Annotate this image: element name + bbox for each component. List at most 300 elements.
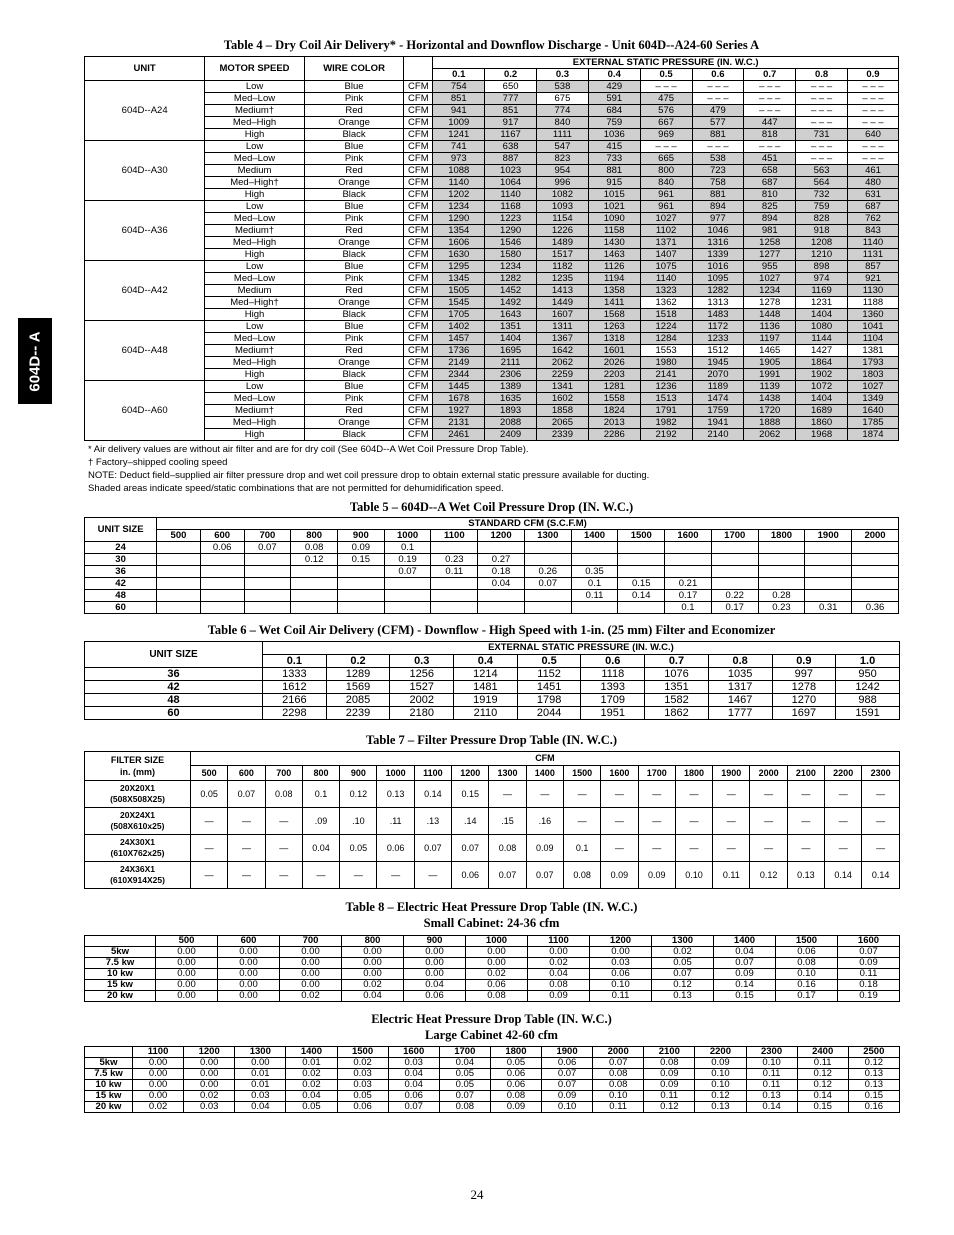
filter-size-cell <box>85 835 191 862</box>
airflow-value-cell: 1362 <box>640 297 692 309</box>
pressure-drop-cell <box>805 554 852 566</box>
table-row <box>85 958 900 969</box>
pressure-drop-cell: 0.00 <box>156 980 218 991</box>
table-row <box>85 333 899 345</box>
airflow-value-cell: 961 <box>640 201 692 213</box>
pressure-drop-cell: 0.10 <box>675 862 712 889</box>
kw-corner-header <box>85 936 156 947</box>
pressure-drop-cell <box>157 554 201 566</box>
pressure-drop-cell <box>571 554 618 566</box>
table-row <box>85 201 899 213</box>
airflow-value-cell: 1640 <box>847 405 898 417</box>
motor-speed-cell: High <box>205 369 305 381</box>
pressure-drop-cell: 0.00 <box>404 969 466 980</box>
airflow-value-cell: 675 <box>537 93 589 105</box>
pressure-drop-cell: 0.12 <box>797 1069 848 1080</box>
airflow-value-cell: 2131 <box>433 417 485 429</box>
airflow-value-cell: 1612 <box>263 681 327 694</box>
airflow-value-cell: 1874 <box>847 429 898 441</box>
airflow-value-cell: 1093 <box>537 201 589 213</box>
airflow-value-cell: 941 <box>433 105 485 117</box>
airflow-value-cell: 1295 <box>433 261 485 273</box>
table-row <box>85 249 899 261</box>
airflow-value-cell: 969 <box>640 129 692 141</box>
airflow-value-cell: 1035 <box>708 668 772 681</box>
pressure-drop-cell: 0.07 <box>526 862 563 889</box>
pressure-drop-cell <box>157 542 201 554</box>
airflow-value-cell: 2149 <box>433 357 485 369</box>
pressure-drop-cell: 0.03 <box>337 1080 388 1091</box>
heater-kw-cell: 5kw <box>85 1058 133 1069</box>
pressure-drop-cell: 0.02 <box>652 947 714 958</box>
pressure-drop-cell: 0.1 <box>571 578 618 590</box>
pressure-drop-cell: — <box>563 781 600 808</box>
pressure-drop-cell: 0.15 <box>452 781 489 808</box>
pressure-drop-cell: 0.00 <box>156 991 218 1002</box>
airflow-value-cell: – – – <box>847 93 898 105</box>
pressure-drop-cell <box>291 602 338 614</box>
pressure-drop-cell: 0.13 <box>377 781 414 808</box>
airflow-value-cell: 857 <box>847 261 898 273</box>
airflow-value-cell: 2286 <box>588 429 640 441</box>
motor-speed-cell: Low <box>205 201 305 213</box>
table-row <box>85 309 899 321</box>
table-row <box>85 117 899 129</box>
pressure-drop-cell: 0.14 <box>746 1102 797 1113</box>
airflow-value-cell: 1371 <box>640 237 692 249</box>
cfm-label-cell: CFM <box>404 177 433 189</box>
pressure-drop-cell <box>384 578 431 590</box>
airflow-value-cell: 881 <box>588 165 640 177</box>
heater-kw-cell: 10 kw <box>85 1080 133 1091</box>
motor-speed-cell: Med–High <box>205 237 305 249</box>
pressure-drop-cell <box>337 578 384 590</box>
airflow-value-cell: 1427 <box>796 345 848 357</box>
airflow-value-cell: 1333 <box>263 668 327 681</box>
airflow-value-cell: 851 <box>433 93 485 105</box>
pressure-drop-cell <box>852 542 899 554</box>
pressure-drop-cell: 0.00 <box>156 958 218 969</box>
pressure-drop-cell: 0.03 <box>235 1091 286 1102</box>
motor-speed-cell: High <box>205 189 305 201</box>
cfm-header: 1500 <box>337 1047 388 1058</box>
pressure-drop-cell: 0.07 <box>244 542 291 554</box>
airflow-value-cell: 658 <box>744 165 796 177</box>
airflow-value-cell: 1527 <box>390 681 454 694</box>
pressure-drop-cell: 0.02 <box>286 1069 337 1080</box>
airflow-value-cell: 1413 <box>537 285 589 297</box>
pressure-drop-cell: 0.05 <box>652 958 714 969</box>
pressure-drop-cell: 0.07 <box>452 835 489 862</box>
pressure-drop-cell <box>157 578 201 590</box>
pressure-drop-cell: 0.00 <box>133 1058 184 1069</box>
pressure-drop-cell: — <box>340 862 377 889</box>
airflow-value-cell: 1824 <box>588 405 640 417</box>
pressure-drop-cell: 0.00 <box>528 947 590 958</box>
cfm-header: 600 <box>200 530 244 542</box>
airflow-value-cell: 1088 <box>433 165 485 177</box>
pressure-drop-cell: 0.00 <box>466 958 528 969</box>
unit-cell: 604D--A24 <box>85 81 205 141</box>
airflow-value-cell: 1036 <box>588 129 640 141</box>
airflow-value-cell: 1015 <box>588 189 640 201</box>
airflow-value-cell: 723 <box>692 165 744 177</box>
table-row <box>85 578 899 590</box>
airflow-value-cell: 1457 <box>433 333 485 345</box>
airflow-value-cell: – – – <box>692 93 744 105</box>
pressure-drop-cell: 0.03 <box>337 1069 388 1080</box>
cfm-label-cell: CFM <box>404 393 433 405</box>
airflow-value-cell: 1697 <box>772 707 836 720</box>
pressure-drop-cell: 0.04 <box>388 1080 439 1091</box>
pressure-drop-cell: 0.11 <box>797 1058 848 1069</box>
pressure-drop-cell: .14 <box>452 808 489 835</box>
pressure-drop-cell <box>200 590 244 602</box>
table-row <box>85 357 899 369</box>
pressure-drop-cell: 0.11 <box>571 590 618 602</box>
pressure-drop-cell: 0.00 <box>280 969 342 980</box>
pressure-drop-cell: 0.17 <box>711 602 758 614</box>
airflow-value-cell: 1393 <box>581 681 645 694</box>
table-row <box>85 297 899 309</box>
cfm-header: 900 <box>340 766 377 781</box>
table-row <box>85 602 899 614</box>
motor-speed-header: MOTOR SPEED <box>205 57 305 81</box>
airflow-value-cell: 2013 <box>588 417 640 429</box>
airflow-value-cell: 1140 <box>485 189 537 201</box>
cfm-header: 2300 <box>746 1047 797 1058</box>
airflow-value-cell: 1354 <box>433 225 485 237</box>
table7-caption: Table 7 – Filter Pressure Drop Table (IN. W.C.) <box>365 733 618 747</box>
pressure-drop-cell: 0.00 <box>133 1069 184 1080</box>
cfm-header: 1300 <box>524 530 571 542</box>
airflow-value-cell: 1860 <box>796 417 848 429</box>
pressure-drop-cell: 0.09 <box>528 991 590 1002</box>
pressure-drop-cell: — <box>675 808 712 835</box>
motor-speed-cell: Med–High <box>205 117 305 129</box>
pressure-drop-cell <box>618 602 665 614</box>
pressure-drop-cell: 0.04 <box>388 1069 439 1080</box>
cfm-label-cell: CFM <box>404 369 433 381</box>
airflow-value-cell: 1023 <box>485 165 537 177</box>
cfm-header: 1500 <box>776 936 838 947</box>
pressure-drop-cell: 0.09 <box>644 1069 695 1080</box>
table-row <box>85 105 899 117</box>
table-row <box>85 213 899 225</box>
unit-size-header: UNIT SIZE <box>85 642 263 668</box>
filter-size-inches: 24X36X1 <box>120 864 155 874</box>
airflow-value-cell: 1214 <box>454 668 518 681</box>
pressure-drop-cell: 0.07 <box>384 566 431 578</box>
pressure-drop-cell: 0.09 <box>838 958 900 969</box>
motor-speed-cell: Medium† <box>205 225 305 237</box>
pressure-drop-cell: 0.06 <box>490 1069 541 1080</box>
cfm-header: 2400 <box>797 1047 848 1058</box>
airflow-value-cell: 1102 <box>640 225 692 237</box>
airflow-value-cell: 1224 <box>640 321 692 333</box>
airflow-value-cell: 1111 <box>537 129 589 141</box>
cfm-header: 500 <box>191 766 228 781</box>
pressure-drop-cell: 0.05 <box>340 835 377 862</box>
motor-speed-cell: Med–High† <box>205 297 305 309</box>
airflow-value-cell: 1451 <box>517 681 581 694</box>
airflow-value-cell: 1290 <box>433 213 485 225</box>
airflow-value-cell: 973 <box>433 153 485 165</box>
pressure-drop-cell: 0.09 <box>695 1058 746 1069</box>
pressure-drop-cell: — <box>638 808 675 835</box>
airflow-value-cell: 1080 <box>796 321 848 333</box>
airflow-value-cell: 1075 <box>640 261 692 273</box>
table-row <box>85 1102 900 1113</box>
airflow-value-cell: 731 <box>796 129 848 141</box>
airflow-value-cell: 1349 <box>847 393 898 405</box>
airflow-value-cell: 1467 <box>708 694 772 707</box>
pressure-drop-cell: 0.04 <box>404 980 466 991</box>
pressure-drop-cell: — <box>638 781 675 808</box>
table5-cfm-row <box>85 530 899 542</box>
esp-header: EXTERNAL STATIC PRESSURE (IN. W.C.) <box>263 642 900 655</box>
pressure-drop-cell: 0.04 <box>342 991 404 1002</box>
table-row <box>85 947 900 958</box>
cfm-header: 2200 <box>825 766 862 781</box>
airflow-value-cell: 2026 <box>588 357 640 369</box>
cfm-label-cell: CFM <box>404 405 433 417</box>
pressure-drop-cell: 0.00 <box>218 980 280 991</box>
airflow-value-cell: 1941 <box>692 417 744 429</box>
pressure-drop-cell: 0.06 <box>337 1102 388 1113</box>
pressure-header: 0.4 <box>454 655 518 668</box>
pressure-drop-cell: 0.17 <box>665 590 712 602</box>
airflow-value-cell: 1606 <box>433 237 485 249</box>
airflow-value-cell: 1009 <box>433 117 485 129</box>
pressure-drop-cell <box>852 566 899 578</box>
cfm-header: 1800 <box>675 766 712 781</box>
airflow-value-cell: 479 <box>692 105 744 117</box>
unit-size-cell: 24 <box>85 542 157 554</box>
pressure-header: 0.7 <box>645 655 709 668</box>
unit-size-cell: 60 <box>85 602 157 614</box>
filter-size-inches: 20X20X1 <box>120 783 155 793</box>
cfm-label-cell: CFM <box>404 321 433 333</box>
pressure-drop-cell <box>758 554 805 566</box>
cfm-header: 1300 <box>652 936 714 947</box>
pressure-drop-cell: 0.08 <box>466 991 528 1002</box>
table-row <box>85 707 900 720</box>
airflow-value-cell: – – – <box>847 117 898 129</box>
airflow-value-cell: 1241 <box>433 129 485 141</box>
table6-header-row <box>85 642 900 655</box>
pressure-drop-cell <box>711 566 758 578</box>
airflow-value-cell: 1282 <box>692 285 744 297</box>
pressure-drop-cell <box>244 590 291 602</box>
airflow-value-cell: 2298 <box>263 707 327 720</box>
pressure-drop-cell: 0.05 <box>439 1080 490 1091</box>
pressure-drop-cell: 0.00 <box>218 958 280 969</box>
airflow-value-cell: 2065 <box>537 417 589 429</box>
airflow-value-cell: 1945 <box>692 357 744 369</box>
table-row <box>85 285 899 297</box>
pressure-drop-cell: 0.11 <box>644 1091 695 1102</box>
cfm-header: 700 <box>244 530 291 542</box>
pressure-drop-cell: 0.12 <box>797 1080 848 1091</box>
airflow-value-cell: 881 <box>692 189 744 201</box>
wire-color-cell: Blue <box>304 321 404 333</box>
airflow-value-cell: 480 <box>847 177 898 189</box>
airflow-value-cell: 1277 <box>744 249 796 261</box>
airflow-value-cell: 1489 <box>537 237 589 249</box>
pressure-drop-cell: — <box>862 781 900 808</box>
filter-size-mm: (508X508X25) <box>110 794 165 804</box>
table-row <box>85 369 899 381</box>
airflow-value-cell: 667 <box>640 117 692 129</box>
cfm-header: 1700 <box>439 1047 490 1058</box>
cfm-label-cell: CFM <box>404 213 433 225</box>
airflow-value-cell: 665 <box>640 153 692 165</box>
airflow-value-cell: 887 <box>485 153 537 165</box>
pressure-drop-cell: 0.02 <box>528 958 590 969</box>
note-deduct: NOTE: Deduct field–supplied air filter pressure drop and wet coil pressure drop to obtain external static pressure available for ducting. <box>88 470 650 481</box>
pressure-drop-cell: — <box>675 781 712 808</box>
airflow-value-cell: 1076 <box>645 668 709 681</box>
motor-speed-cell: Med–High† <box>205 177 305 189</box>
filter-size-header <box>85 752 191 781</box>
pressure-drop-cell: 0.08 <box>489 835 526 862</box>
cfm-header: 800 <box>302 766 339 781</box>
airflow-value-cell: 2111 <box>485 357 537 369</box>
unit-size-cell: 42 <box>85 578 157 590</box>
motor-speed-cell: Med–High <box>205 357 305 369</box>
motor-speed-cell: Medium <box>205 285 305 297</box>
cfm-label-cell: CFM <box>404 357 433 369</box>
airflow-value-cell: 1182 <box>537 261 589 273</box>
airflow-value-cell: 2239 <box>326 707 390 720</box>
airflow-value-cell: 1270 <box>772 694 836 707</box>
airflow-value-cell: 1438 <box>744 393 796 405</box>
cfm-header: 2000 <box>750 766 787 781</box>
airflow-value-cell: 1888 <box>744 417 796 429</box>
pressure-drop-cell: 0.11 <box>746 1069 797 1080</box>
electric-heat-large-cabinet-table <box>84 1046 900 1113</box>
pressure-drop-cell: 0.11 <box>838 969 900 980</box>
motor-speed-cell: Low <box>205 261 305 273</box>
airflow-value-cell: 2339 <box>537 429 589 441</box>
airflow-value-cell: 974 <box>796 273 848 285</box>
wire-color-cell: Orange <box>304 237 404 249</box>
pressure-drop-cell <box>571 602 618 614</box>
airflow-value-cell: 732 <box>796 189 848 201</box>
pressure-drop-cell: 0.09 <box>638 862 675 889</box>
pressure-drop-cell: 0.12 <box>695 1091 746 1102</box>
pressure-drop-cell <box>852 554 899 566</box>
pressure-drop-cell: — <box>638 835 675 862</box>
pressure-header: 1.0 <box>836 655 900 668</box>
pressure-drop-cell <box>244 566 291 578</box>
pressure-drop-cell: — <box>825 835 862 862</box>
wire-color-cell: Blue <box>304 381 404 393</box>
airflow-value-cell: 988 <box>836 694 900 707</box>
table-row <box>85 835 900 862</box>
airflow-value-cell: – – – <box>796 105 848 117</box>
airflow-value-cell: 2070 <box>692 369 744 381</box>
airflow-value-cell: 894 <box>692 201 744 213</box>
airflow-value-cell: 851 <box>485 105 537 117</box>
airflow-value-cell: 759 <box>796 201 848 213</box>
airflow-value-cell: 1317 <box>708 681 772 694</box>
pressure-drop-cell: — <box>862 835 900 862</box>
airflow-value-cell: – – – <box>744 81 796 93</box>
pressure-drop-cell: 0.02 <box>133 1102 184 1113</box>
airflow-value-cell: 2002 <box>390 694 454 707</box>
airflow-value-cell: 1027 <box>640 213 692 225</box>
note-shaded: Shaded areas indicate speed/static combinations that are not permitted for dehumidification speed. <box>88 483 504 494</box>
pressure-drop-cell: 0.06 <box>776 947 838 958</box>
pressure-drop-cell: 0.23 <box>431 554 478 566</box>
airflow-value-cell: 1643 <box>485 309 537 321</box>
pressure-drop-cell: 0.03 <box>388 1058 439 1069</box>
pressure-drop-cell: 0.06 <box>404 991 466 1002</box>
pressure-drop-cell: 0.13 <box>652 991 714 1002</box>
filter-size-cell <box>85 808 191 835</box>
pressure-drop-cell: 0.07 <box>439 1091 490 1102</box>
pressure-drop-cell: 0.00 <box>218 991 280 1002</box>
pressure-drop-cell: 0.1 <box>563 835 600 862</box>
pressure-drop-cell: — <box>265 835 302 862</box>
airflow-value-cell: 1282 <box>485 273 537 285</box>
airflow-value-cell: – – – <box>796 81 848 93</box>
airflow-value-cell: 733 <box>588 153 640 165</box>
pressure-drop-cell: 0.15 <box>337 554 384 566</box>
pressure-drop-cell: .11 <box>377 808 414 835</box>
airflow-value-cell: 563 <box>796 165 848 177</box>
pressure-header: 0.9 <box>772 655 836 668</box>
table5-header-row <box>85 518 899 530</box>
airflow-value-cell: 1893 <box>485 405 537 417</box>
heater-kw-cell: 5kw <box>85 947 156 958</box>
airflow-value-cell: 825 <box>744 201 796 213</box>
pressure-drop-cell: — <box>862 808 900 835</box>
pressure-drop-cell <box>571 542 618 554</box>
pressure-drop-cell <box>157 602 201 614</box>
pressure-drop-cell: 0.07 <box>652 969 714 980</box>
table-row <box>85 129 899 141</box>
airflow-value-cell: 1785 <box>847 417 898 429</box>
pressure-drop-cell: 0.01 <box>235 1080 286 1091</box>
airflow-value-cell: – – – <box>744 93 796 105</box>
pressure-drop-cell: 0.00 <box>184 1069 235 1080</box>
pressure-drop-cell <box>200 578 244 590</box>
airflow-value-cell: 1720 <box>744 405 796 417</box>
pressure-drop-cell <box>618 566 665 578</box>
pressure-drop-cell <box>478 602 525 614</box>
unit-size-cell: 36 <box>85 668 263 681</box>
airflow-value-cell: 1167 <box>485 129 537 141</box>
unit-header: UNIT <box>85 57 205 81</box>
cfm-label-cell: CFM <box>404 105 433 117</box>
pressure-drop-cell: 0.06 <box>490 1080 541 1091</box>
pressure-drop-cell: 0.00 <box>590 947 652 958</box>
airflow-value-cell: 759 <box>588 117 640 129</box>
pressure-drop-cell: 0.14 <box>797 1091 848 1102</box>
pressure-drop-cell: 0.09 <box>601 862 638 889</box>
table-row <box>85 1091 900 1102</box>
airflow-value-cell: 1082 <box>537 189 589 201</box>
pressure-drop-cell: 0.08 <box>439 1102 490 1113</box>
pressure-drop-cell <box>665 542 712 554</box>
cfm-header: 1300 <box>489 766 526 781</box>
table-row <box>85 81 899 93</box>
pressure-header: 0.3 <box>537 69 589 81</box>
wire-color-cell: Black <box>304 429 404 441</box>
